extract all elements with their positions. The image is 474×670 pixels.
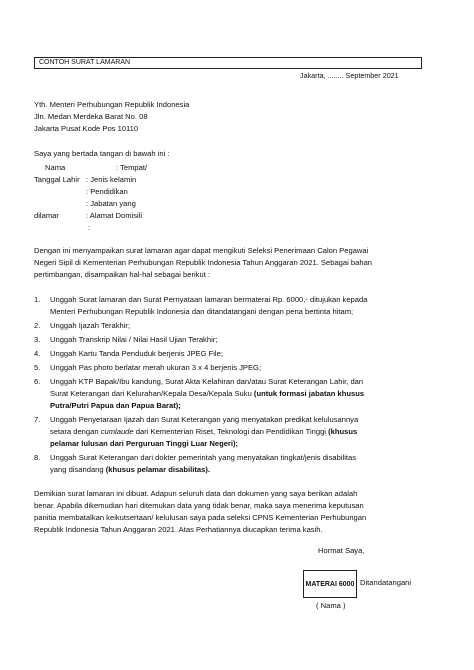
intro-text: Saya yang bertada tangan di bawah ini :	[34, 149, 170, 158]
list-item-8-line-2	[50, 465, 210, 475]
signature-regards: Hormat Saya,	[318, 546, 365, 555]
field-label-dilamar: dilamar	[34, 211, 59, 220]
closing-line-3: panitia membatalkan keikutsertaan/ kelulusan saya pada seleksi CPNS Kementerian Perhubungan	[34, 513, 367, 522]
list-num-2: 2.	[34, 321, 41, 330]
list-item-6-line-2	[50, 389, 364, 399]
list-item-6-line-3-bold: Putra/Putri Papua dan Papua Barat);	[50, 401, 181, 410]
list-item-7-line-2-post: dari Kementerian Riset, Teknologi dan Pendidikan Tinggi	[135, 427, 326, 436]
paragraph-1-line-2: Negeri Sipil di Kementerian Perhubungan Republik Indonesia Tahun Anggaran 2021. Sebagai bahan	[34, 258, 373, 267]
list-num-4: 4.	[34, 349, 41, 358]
closing-line-1: Demikian surat lamaran ini dibuat. Adapun seluruh data dan dokumen yang saya berikan adalah	[34, 489, 358, 498]
letter-type-box	[34, 57, 422, 69]
list-item-7-line-3-bold: pelamar lulusan dari Perguruan Tinggi Luar Negeri);	[50, 439, 239, 448]
list-item-7-line-2-italic: cumlaude	[100, 427, 134, 436]
list-num-1: 1.	[34, 295, 41, 304]
list-item-7-line-2	[50, 427, 357, 437]
list-item-8-line-1: Unggah Surat Keterangan dari dokter pemerintah yang menyatakan tingkat/jenis disabilitas	[50, 453, 357, 462]
field-value-blank: :	[88, 223, 91, 232]
field-label-nama: Nama	[45, 163, 66, 172]
closing-line-4: Republik Indonesia Tahun Anggaran 2021. Atas Perhatiannya diucapkan terima kasih.	[34, 525, 323, 534]
list-item-7-line-1: Unggah Penyetaraan Ijazah dan Surat Keterangan yang menyatakan predikat kelulusannya	[50, 415, 359, 424]
list-num-6: 6.	[34, 377, 41, 386]
list-item-7-line-2-pre: setara dengan	[50, 427, 99, 436]
list-num-7: 7.	[34, 415, 41, 424]
signature-name: ( Nama )	[316, 601, 346, 610]
field-label-tanggal-lahir: Tanggal Lahir	[34, 175, 80, 184]
list-item-3: Unggah Transkrip Nilai / Nilai Hasil Ujian Terakhir;	[50, 335, 218, 344]
list-item-6-line-3	[50, 401, 181, 411]
signature-signed: Ditandatangani	[360, 578, 412, 587]
paragraph-1-line-1: Dengan ini menyampaikan surat lamaran agar dapat mengikuti Seleksi Penerimaan Calon Pegawai	[34, 246, 369, 255]
list-item-8-line-2-bold: (khusus pelamar disabilitas).	[105, 465, 210, 474]
list-item-4: Unggah Kartu Tanda Penduduk berjenis JPEG File;	[50, 349, 223, 358]
list-item-7-line-2-bold: (khusus	[328, 427, 358, 436]
list-num-8: 8.	[34, 453, 41, 462]
field-value-alamat: : Alamat Domisili	[86, 211, 143, 220]
materai-stamp-label: MATERAI 6000	[305, 580, 355, 588]
list-item-8-line-2-text: yang disandang	[50, 465, 104, 474]
recipient-line-2: Jln. Medan Merdeka Barat No. 08	[34, 112, 148, 121]
list-num-5: 5.	[34, 363, 41, 372]
letter-type-label: CONTOH SURAT LAMARAN	[39, 59, 131, 66]
field-value-jenis-kelamin: : Jenis kelamin	[86, 175, 137, 184]
closing-line-2: benar. Apabila dikemudian hari ditemukan data yang tidak benar, maka saya menerima keputusan	[34, 501, 364, 510]
list-num-3: 3.	[34, 335, 41, 344]
recipient-line-1: Yth. Menteri Perhubungan Republik Indonesia	[34, 100, 190, 109]
list-item-2: Unggah Ijazah Terakhir;	[50, 321, 131, 330]
field-value-tempat: : Tempat/	[116, 163, 148, 172]
list-item-7-line-3	[50, 439, 238, 449]
recipient-line-3: Jakarta Pusat Kode Pos 10110	[34, 124, 139, 133]
letter-date: Jakarta, ........ September 2021	[300, 71, 399, 80]
field-value-jabatan: : Jabatan yang	[86, 199, 136, 208]
list-item-5: Unggah Pas photo berlatar merah ukuran 3 x 4 berjenis JPEG;	[50, 363, 262, 372]
list-item-1-line-2: Menteri Perhubungan Republik Indonesia dan ditandatangani dengan pena bertinta hitam;	[50, 307, 354, 316]
list-item-1-line-1: Unggah Surat lamaran dan Surat Pernyataan lamaran bermaterai Rp. 6000,- ditujukan kepada	[50, 295, 368, 304]
field-value-pendidikan: : Pendidikan	[86, 187, 128, 196]
paragraph-1-line-3: pertimbangan, disampaikan hal-hal sebagai berikut :	[34, 270, 211, 279]
materai-stamp	[303, 570, 357, 598]
list-item-6-line-1: Unggah KTP Bapak/Ibu kandung, Surat Akta Kelahiran dan/atau Surat Keterangan Lahir, dan	[50, 377, 364, 386]
list-item-6-line-2-bold: (untuk formasi jabatan khusus	[253, 389, 365, 398]
list-item-6-line-2-text: Surat Keterangan dari Kelurahan/Kepala Desa/Kepala Suku	[50, 389, 252, 398]
